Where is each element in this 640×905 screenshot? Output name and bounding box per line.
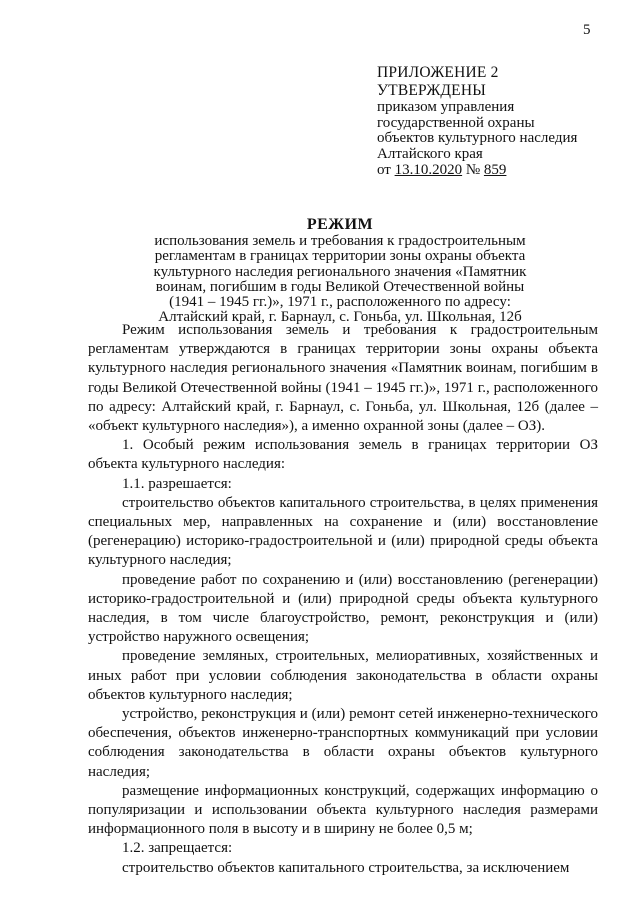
- approval-line: объектов культурного наследия: [377, 130, 578, 146]
- approved-label: УТВЕРЖДЕНЫ: [377, 82, 486, 99]
- document-title: РЕЖИМ: [306, 216, 374, 233]
- allowed-item: устройство, реконструкция и (или) ремонт сетей инженерно-технического обеспечения, объектов инженерно-транспортных коммуникаций при условии соблюдения законодательства в области охраны объектов культурного наследия;: [88, 706, 598, 780]
- page-number: 5: [583, 22, 591, 38]
- approval-line: государственной охраны: [377, 114, 535, 131]
- subsection-1-2-heading: 1.2. запрещается:: [122, 840, 233, 857]
- title-line: (1941 – 1945 гг.)», 1971 г., расположенного по адресу:: [169, 294, 511, 311]
- approval-line: приказом управления: [377, 99, 515, 115]
- prohibited-item: строительство объектов капитального строительства, за исключением: [122, 859, 570, 876]
- document-title-block: [120, 215, 560, 326]
- approval-line: Алтайского края: [377, 145, 483, 162]
- title-line: Алтайский край, г. Барнаул, с. Гоньба, ул. Школьная, 12б: [158, 309, 522, 326]
- allowed-item: размещение информационных конструкций, содержащих информацию о популяризации и использовании объекта культурного наследия размерами информационного поля в высоту и в ширину не более 0,5 м;: [88, 782, 598, 838]
- date-prefix: от: [377, 162, 391, 178]
- allowed-item: проведение работ по сохранению и (или) восстановлению (регенерации) историко-градостроительной и (или) природной среды объекта культурного наследия, в том числе благоустройство, ремонт, реконструкция и (или) устройство наружного освещения;: [88, 571, 598, 646]
- intro-paragraph: Режим использования земель и требования к градостроительным регламентам утверждаются в границах территории зоны охраны объекта культурного наследия регионального значения «Памятник воинам, погибшим в годы Великой Отечественной войны (1941 – 1945 гг.)», 1971 г., расположенного по адресу: Алтайский край, г. Барнаул, с. Гоньба, ул. Школьная, 12б (далее – «объект культурного наследия»), а именно охранной зоны (далее – ОЗ).: [88, 322, 598, 435]
- approval-date: 13.10.2020: [394, 162, 463, 178]
- approval-block: [377, 64, 627, 178]
- title-line: воинам, погибшим в годы Великой Отечественной войны: [155, 278, 525, 295]
- section-1-heading: 1. Особый режим использования земель в границах территории ОЗ объекта культурного наследия:: [88, 437, 598, 473]
- title-line: культурного наследия регионального значения «Памятник: [153, 263, 527, 280]
- subsection-1-1-heading: 1.1. разрешается:: [122, 475, 232, 492]
- document-body: [88, 321, 598, 878]
- approval-number: 859: [483, 162, 507, 178]
- allowed-item: строительство объектов капитального строительства, в целях применения специальных мер, направленных на сохранение и (или) восстановление (регенерацию) историко-градостроительной и (или) природной среды объекта культурного наследия;: [88, 494, 598, 569]
- allowed-item: проведение земляных, строительных, мелиоративных, хозяйственных и иных работ при условии соблюдения законодательства в области охраны объектов культурного наследия;: [88, 648, 598, 703]
- title-line: регламентам в границах территории зоны охраны объекта: [154, 248, 526, 265]
- approval-date-line: [377, 162, 627, 178]
- title-line: использования земель и требования к градостроительным: [154, 233, 526, 249]
- appendix-label: ПРИЛОЖЕНИЕ 2: [377, 64, 499, 81]
- number-sign: №: [465, 162, 481, 178]
